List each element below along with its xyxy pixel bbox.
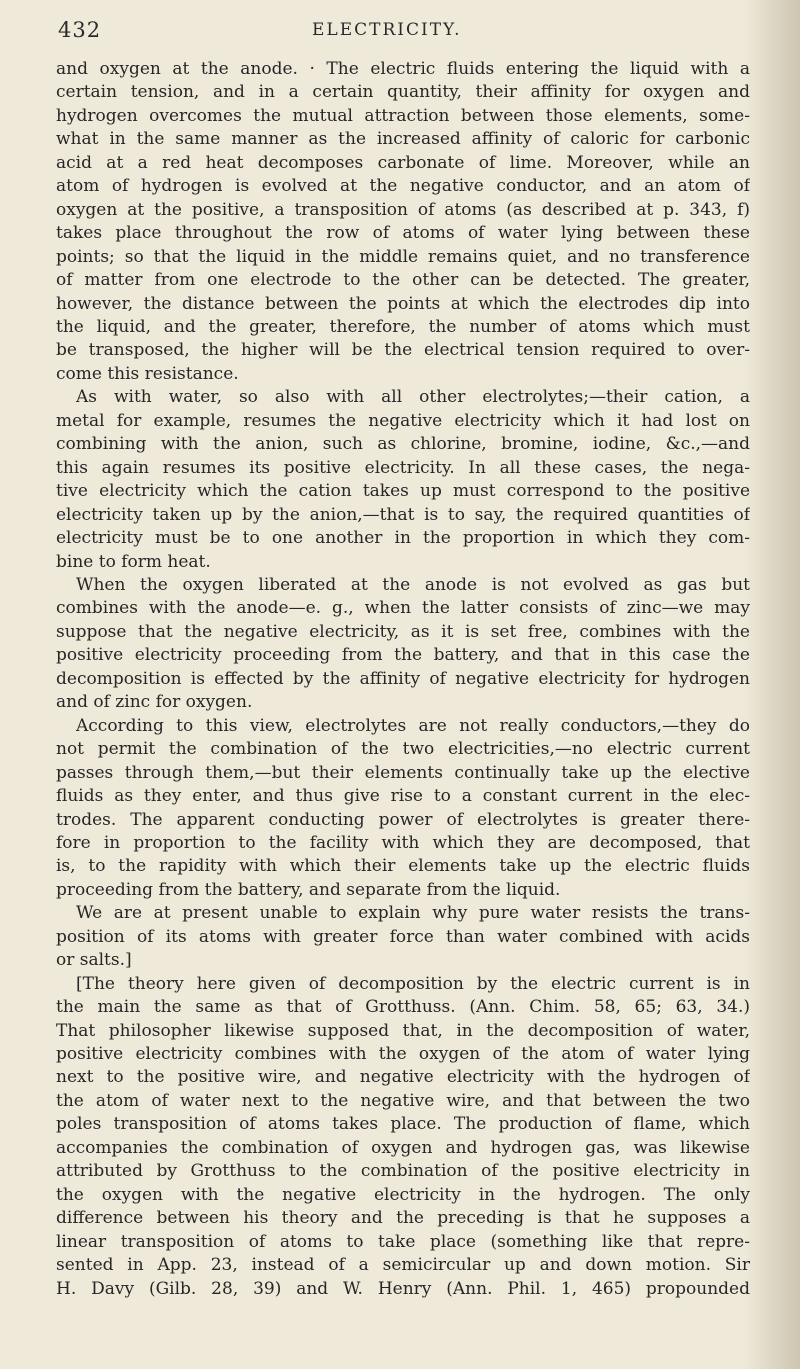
text-line: fore in proportion to the facility with which they are decomposed, that [56, 832, 750, 853]
text-line: hydrogen overcomes the mutual attraction between those elements, some- [56, 105, 750, 126]
body-text [56, 58, 750, 1301]
text-line: attributed by Grotthuss to the combination of the positive electricity in [56, 1161, 750, 1182]
text-line: combines with the anode—e. g., when the latter consists of zinc—we may [56, 598, 750, 619]
text-line: atom of hydrogen is evolved at the negative conductor, and an atom of [56, 176, 750, 197]
text-line: the main the same as that of Grotthuss. (Ann. Chim. 58, 65; 63, 34.) [56, 997, 750, 1018]
text-line: certain tension, and in a certain quantity, their affinity for oxygen and [56, 82, 750, 103]
text-line: We are at present unable to explain why pure water resists the trans- [76, 903, 750, 924]
text-line: combining with the anion, such as chlorine, bromine, iodine, &c.,—and [56, 434, 750, 455]
text-line: According to this view, electrolytes are not really conductors,—they do [76, 715, 750, 736]
text-line: [The theory here given of decomposition by the electric current is in [76, 973, 750, 994]
text-line: H. Davy (Gilb. 28, 39) and W. Henry (Ann. Phil. 1, 465) propounded [56, 1278, 750, 1299]
text-line: the oxygen with the negative electricity in the hydrogen. The only [56, 1184, 750, 1205]
running-head: ELECTRICITY. [312, 20, 462, 40]
text-line: sented in App. 23, instead of a semicircular up and down motion. Sir [56, 1255, 750, 1276]
text-line: When the oxygen liberated at the anode is not evolved as gas but [76, 574, 750, 595]
text-line: passes through them,—but their elements continually take up the elective [56, 762, 750, 783]
text-line: tive electricity which the cation takes up must correspond to the positive [56, 481, 750, 502]
text-line: trodes. The apparent conducting power of electrolytes is greater there- [56, 809, 750, 830]
text-line: fluids as they enter, and thus give rise to a constant current in the elec- [56, 786, 750, 807]
text-line: suppose that the negative electricity, as it is set free, combines with the [56, 621, 750, 642]
text-line: oxygen at the positive, a transposition of atoms (as described at p. 343, f) [56, 199, 750, 220]
text-line: this again resumes its positive electricity. In all these cases, the nega- [56, 457, 750, 478]
page-number: 432 [58, 18, 102, 42]
text-line: what in the same manner as the increased affinity of caloric for carbonic [56, 129, 750, 150]
text-line: That philosopher likewise supposed that, in the decomposition of water, [56, 1020, 750, 1041]
text-line: decomposition is effected by the affinity of negative electricity for hydrogen [56, 668, 750, 689]
text-line: positive electricity proceeding from the battery, and that in this case the [56, 645, 750, 666]
text-line: poles transposition of atoms takes place. The production of flame, which [56, 1114, 750, 1135]
text-line: position of its atoms with greater force than water combined with acids [56, 926, 750, 947]
text-line: electricity must be to one another in the proportion in which they com- [56, 528, 750, 549]
text-line: difference between his theory and the preceding is that he supposes a [56, 1208, 750, 1229]
text-line: next to the positive wire, and negative electricity with the hydrogen of [56, 1067, 750, 1088]
text-line: linear transposition of atoms to take place (something like that repre- [56, 1231, 750, 1252]
text-line: of matter from one electrode to the other can be detected. The greater, [56, 270, 750, 291]
text-line: metal for example, resumes the negative electricity which it had lost on [56, 410, 750, 431]
text-line: the atom of water next to the negative wire, and that between the two [56, 1090, 750, 1111]
text-line: As with water, so also with all other electrolytes;—their cation, a [76, 387, 750, 408]
text-line: and oxygen at the anode. · The electric fluids entering the liquid with a [56, 59, 750, 79]
text-line: positive electricity combines with the oxygen of the atom of water lying [56, 1044, 750, 1065]
text-line: come this resistance. [56, 363, 239, 384]
page-header [58, 12, 748, 46]
text-line: acid at a red heat decomposes carbonate of lime. Moreover, while an [56, 152, 750, 173]
text-line: proceeding from the battery, and separate from the liquid. [56, 879, 561, 900]
text-line: and of zinc for oxygen. [56, 692, 253, 713]
text-line: however, the distance between the points at which the electrodes dip into [56, 293, 750, 314]
text-line: takes place throughout the row of atoms of water lying between these [56, 223, 750, 244]
text-line: not permit the combination of the two electricities,—no electric current [56, 739, 750, 760]
text-line: or salts.] [56, 950, 132, 971]
text-line: points; so that the liquid in the middle remains quiet, and no transference [56, 246, 750, 267]
text-line: accompanies the combination of oxygen and hydrogen gas, was likewise [56, 1137, 750, 1158]
text-line: the liquid, and the greater, therefore, the number of atoms which must [56, 316, 750, 337]
text-line: is, to the rapidity with which their elements take up the electric fluids [56, 856, 750, 877]
text-line: bine to form heat. [56, 551, 211, 572]
text-line: electricity taken up by the anion,—that is to say, the required quantities of [56, 504, 750, 525]
text-line: be transposed, the higher will be the electrical tension required to over- [56, 340, 750, 361]
